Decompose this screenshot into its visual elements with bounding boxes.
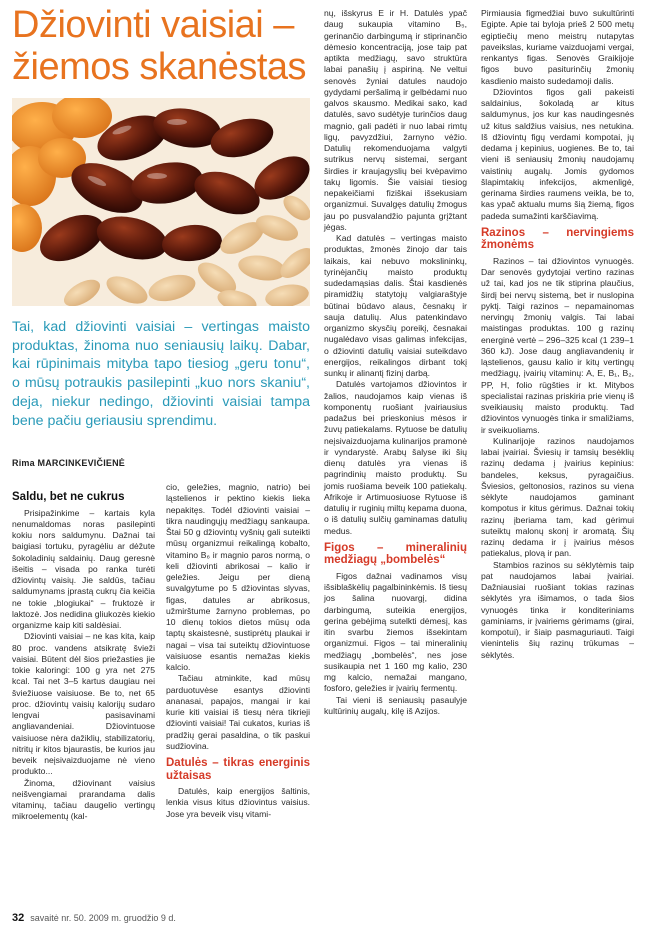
paragraph: Tačiau atminkite, kad mūsų parduotuvėse esantys džiovinti ananasai, papajos, mangai ir kai kurie kiti vaisiai iš tiesų nėra tikrieji džiovinti vaisiai! Tai cukatos, kurias iš pradžių gerai pasaldina, o tik paskui sudžiovina. [166,673,310,751]
lead-paragraph: Tai, kad džiovinti vaisiai – vertingas maisto produktas, žinoma nuo seniausių laikų. Dabar, kai rūpinimais mityba tapo tiesiog „geru tonu“, o mūsų potraukis pasilepinti „kuo nors skaniu“, deja, niekur nedingo, džiovinti vaisiai tampa bene pačiu geriausiu sprendimu. [12,319,310,429]
dried-fruit-illustration [12,98,310,306]
paragraph: Stambios razinos su sėklytėmis taip pat naudojamos labai įvairiai. Dažniausiai ruošiant tokias razinas sėklytės yra išimamos, o tada šios vynuogės tinka ir konditeriniams gaminiams, ir įvairiems gėrimams (girai, kompotui), ir šiaip pasmaguriauti. Taigi vienintelis šių razinų trūkumas – sėklytės. [481,559,634,660]
section-heading-datules: Datulės – tikras energinis užtaisas [166,757,310,782]
page-footer [12,912,176,924]
paragraph: cio, geležies, magnio, natrio) bei ląstelienos ir pektino kiekis lieka nepakitęs. Todėl džiovinti vaisiai – tikra naudingųjų medžiagų sankaupa. Štai 50 g džiovintų vyšnių gali suteikti mūsų organizmui reikalingą kobalto, vitamino B₆ ir magnio paros normą, o keli džiovinti abrikosai – kalio ir geležies. Jeigu per dieną suvalgytume po 5 džiovintas slyvas, figas, datules ar abrikosus, užmirštume žarnyno problemas, po 10 dienų tokios dietos mūsų oda taptų skaistesnė, sustiprėtų plaukai ir nagai – visa tai suteiktų džiovintuose vaisiuose esantis nemažas kiekis kalcio. [166,482,310,672]
paragraph: Prisipažinkime – kartais kyla nenumaldomas noras pasilepinti kokiu nors saldumynu. Dažnai tai baigiasi tortuku, pyragėliu ar dėžute šokoladinių saldainių. Daug geresnė išeitis – visada po ranka turėti džiovintų vaisių. Jie saldūs, tačiau saldumynams įprastą cukrų čia keičia ne tokie „blogiukai“ – fruktozė ir laktozė. Jos nedidina gliukozės kiekio organizme kaip kiti saldėsiai. [12,507,155,630]
title-line-2: žiemos skanėstas [12,46,307,88]
issue-info: savaitė nr. 50. 2009 m. gruodžio 9 d. [30,913,176,923]
column-4 [481,8,634,661]
section-heading-saldu: Saldu, bet ne cukrus [12,491,125,503]
paragraph: Džiovintos figos gali pakeisti saldainius, šokoladą ar kitus saldumynus, jos kur kas naudingesnės už kitus saldžius vaisius, nes netukina. Iš džiovintų figų verdami kompotai, jų dedama į kepinius, uogienes. Be to, tai vieni iš seniausių žmonių naudojamų vaistinių augalų. Jomis gydomos šlapimtakių infekcijos, akmenligė, gerinama širdies raumens veikla, be to, kas ypač aktualu mums šią žiemą, figos padeda sumažinti karščiavimą. [481,86,634,221]
page-number: 32 [12,912,25,924]
section-heading-figos: Figos – mineralinių medžiagų „bombelės“ [324,541,467,567]
paragraph: nų, išskyrus E ir H. Datulės ypač daug sukaupia vitamino B₅, gerinančio darbingumą ir stiprinančio dėmesio koncentraciją, jose taip pat aptikta medžiagų, savo struktūra labai panašių į aspiriną. Ne veltui senovės žyniai datules naudojo gydydami peršalimą ir gelbėdami nuo galvos skausmo. Medikai sako, kad datulės, savo sudėtyje turinčios daug magnio, gali padėti ir nuo labai rimtų ligų, pavyzdžiui, žarnyno vėžio. Datulių rekomenduojama valgyti sutrikus nervų sistemai, sergant širdies ir kraujagyslių bei kvėpavimo takų ligomis. Šie vaisiai tiesiog nepakeičiami fiziškai išsekusiam organizmui. Suvalgęs datulių žmogus jau po pusvalandžio pajunta grįžtant jėgas. [324,8,467,232]
paragraph: Razinos – tai džiovintos vynuogės. Dar senovės gydytojai vertino razinas už tai, kad jos ne tik stiprina plaučius, širdį bei nervų sistemą, bet ir nuslopina pyktį. Taigi razinos – nepamainomas nervingų žmonių valgis. Tai labai maistingas produktas. 100 g razinų energinė vertė – 296–325 kcal (1 239–1 360 kJ). Jose daug angliavandenių ir ląstelienos, gausu kalio ir kitų vertingų medžiagų, įvairių vitaminų: A, E, B₁, B₂, PP, H, folio rūgšties ir kt. Mitybos specialistai razinas priskiria prie vienų iš sveikiausių maisto produktų. Tad džiovintos vynuogės tinka ir smaližiams, ir sveikuoliams. [481,255,634,435]
section-heading-razinos: Razinos – nervingiems žmonėms [481,226,634,252]
paragraph: Pirmiausia figmedžiai buvo sukultūrinti Egipte. Apie tai byloja prieš 2 500 metų egiptiečių meno meistrų nutapytas paveikslas, kuriame vaizduojami vergai, renkantys figas. Senovės Graikijoje figos buvo pasiturinčių žmonių kasdienio maisto sudedamoji dalis. [481,8,634,86]
paragraph: Tai vieni iš seniausių pasaulyje kultūrinių augalų, kilę iš Azijos. [324,694,467,716]
paragraph: Žinoma, džiovinant vaisius neišvengiamai prarandama dalis vitaminų, tačiau daugelio vertingų mikroelementų (kal- [12,777,155,822]
article-title [12,4,312,88]
paragraph: Figos dažnai vadinamos visų išsiblaškėlių pagalbininkėmis. Iš tiesų jos šalina nuovargį, didina darbingumą, suteikia energijos, gerina gebėjimą sutelkti dėmesį, kas itin svarbu žiemos išsekintam organizmui. Figos – tai mineralinių medžiagų „bombelės“, nes jose susikaupia net 1 160 mg kalio, 230 mg kalcio, nemažai mangano, fosforo, geležies ir įvairių fermentų. [324,570,467,694]
author-byline: Rima MARCINKEVIČIENĖ [12,458,126,468]
dried-fruit-photo [12,98,310,306]
title-line-1: Džiovinti vaisiai – [12,4,294,46]
paragraph: Datulės, kaip energijos šaltinis, lenkia visus kitus džiovintus vaisius. Jose yra beveik visų vitami- [166,786,310,819]
paragraph: Datulės vartojamos džiovintos ir žalios, naudojamos kaip vienas iš komponentų ruošiant įvairiausius padažus bei prieskonius mėsos ir žuvų patiekalams. Rytuose be datulių neįsivaizduojama kulinarijos pramonė ir vyndarystė. Arabų šalyse iki šių dienų datulės yra vienas iš pagrindinių maisto produktų. Su jomis ruošiama beveik 100 patiekalų. Afrikoje ir Artimuosiuose Rytuose iš datulių ir ruginių miltų kepama duona, o iš datulių sulčių gaminamas datulių medus. [324,379,467,536]
column-1 [12,486,155,823]
paragraph: Džiovinti vaisiai – ne kas kita, kaip 80 proc. vandens atsikratę švieži vaisiai. Būtent dėl šios priežasties jie tokie kaloringi: 100 g yra net 275 kcal. Tai net 3–5 kartus daugiau nei šviežiuose vaisiuose. Be to, net 65 proc. džiovintų vaisių kalorijų sudaro lengvai pasisavinami angliavandeniai. Džiovintuose vaisiuose nėra dažiklių, stabilizatorių, nitritų ir kitos bjaurastis, be kurios jau beveik neįsivaizduojame nė vieno produkto... [12,631,155,777]
column-3 [324,8,467,717]
column-2 [166,482,310,820]
paragraph: Kulinarijoje razinos naudojamos labai įvairiai. Šviesių ir tamsių besėklių razinų dedama į įvairius kepinius: bandeles, keksus, pyragaičius. Šviesios, geltonosios, razinos su viena sėklyte naudojamos gaminant kompotus ir kitus gėrimus. Dažnai tokių razinų įberiama tam, kad gėrimui suteiktų malonų skonį ir aromatą. Šių razinų dedama ir į įvairius mėsos patiekalus, plovą ir pan. [481,435,634,559]
paragraph: Kad datulės – vertingas maisto produktas, žmonės žinojo dar tais laikais, kai nebuvo mokslininkų, tyrinėjančių maisto produktų sudedamąsias dalis. Štai kasdienės piramidžių statytojų valgiaraštyje būtinai būdavo alaus, česnakų ir sauja datulių. Alus patenkindavo organizmo skysčių poreikį, česnakai nugalėdavo visas galimas infekcijas, o džiovinti datulių vaisiai suteikdavo energijos, reikalingos dirbant tokį sunkų ir alinantį fizinį darbą. [324,233,467,378]
